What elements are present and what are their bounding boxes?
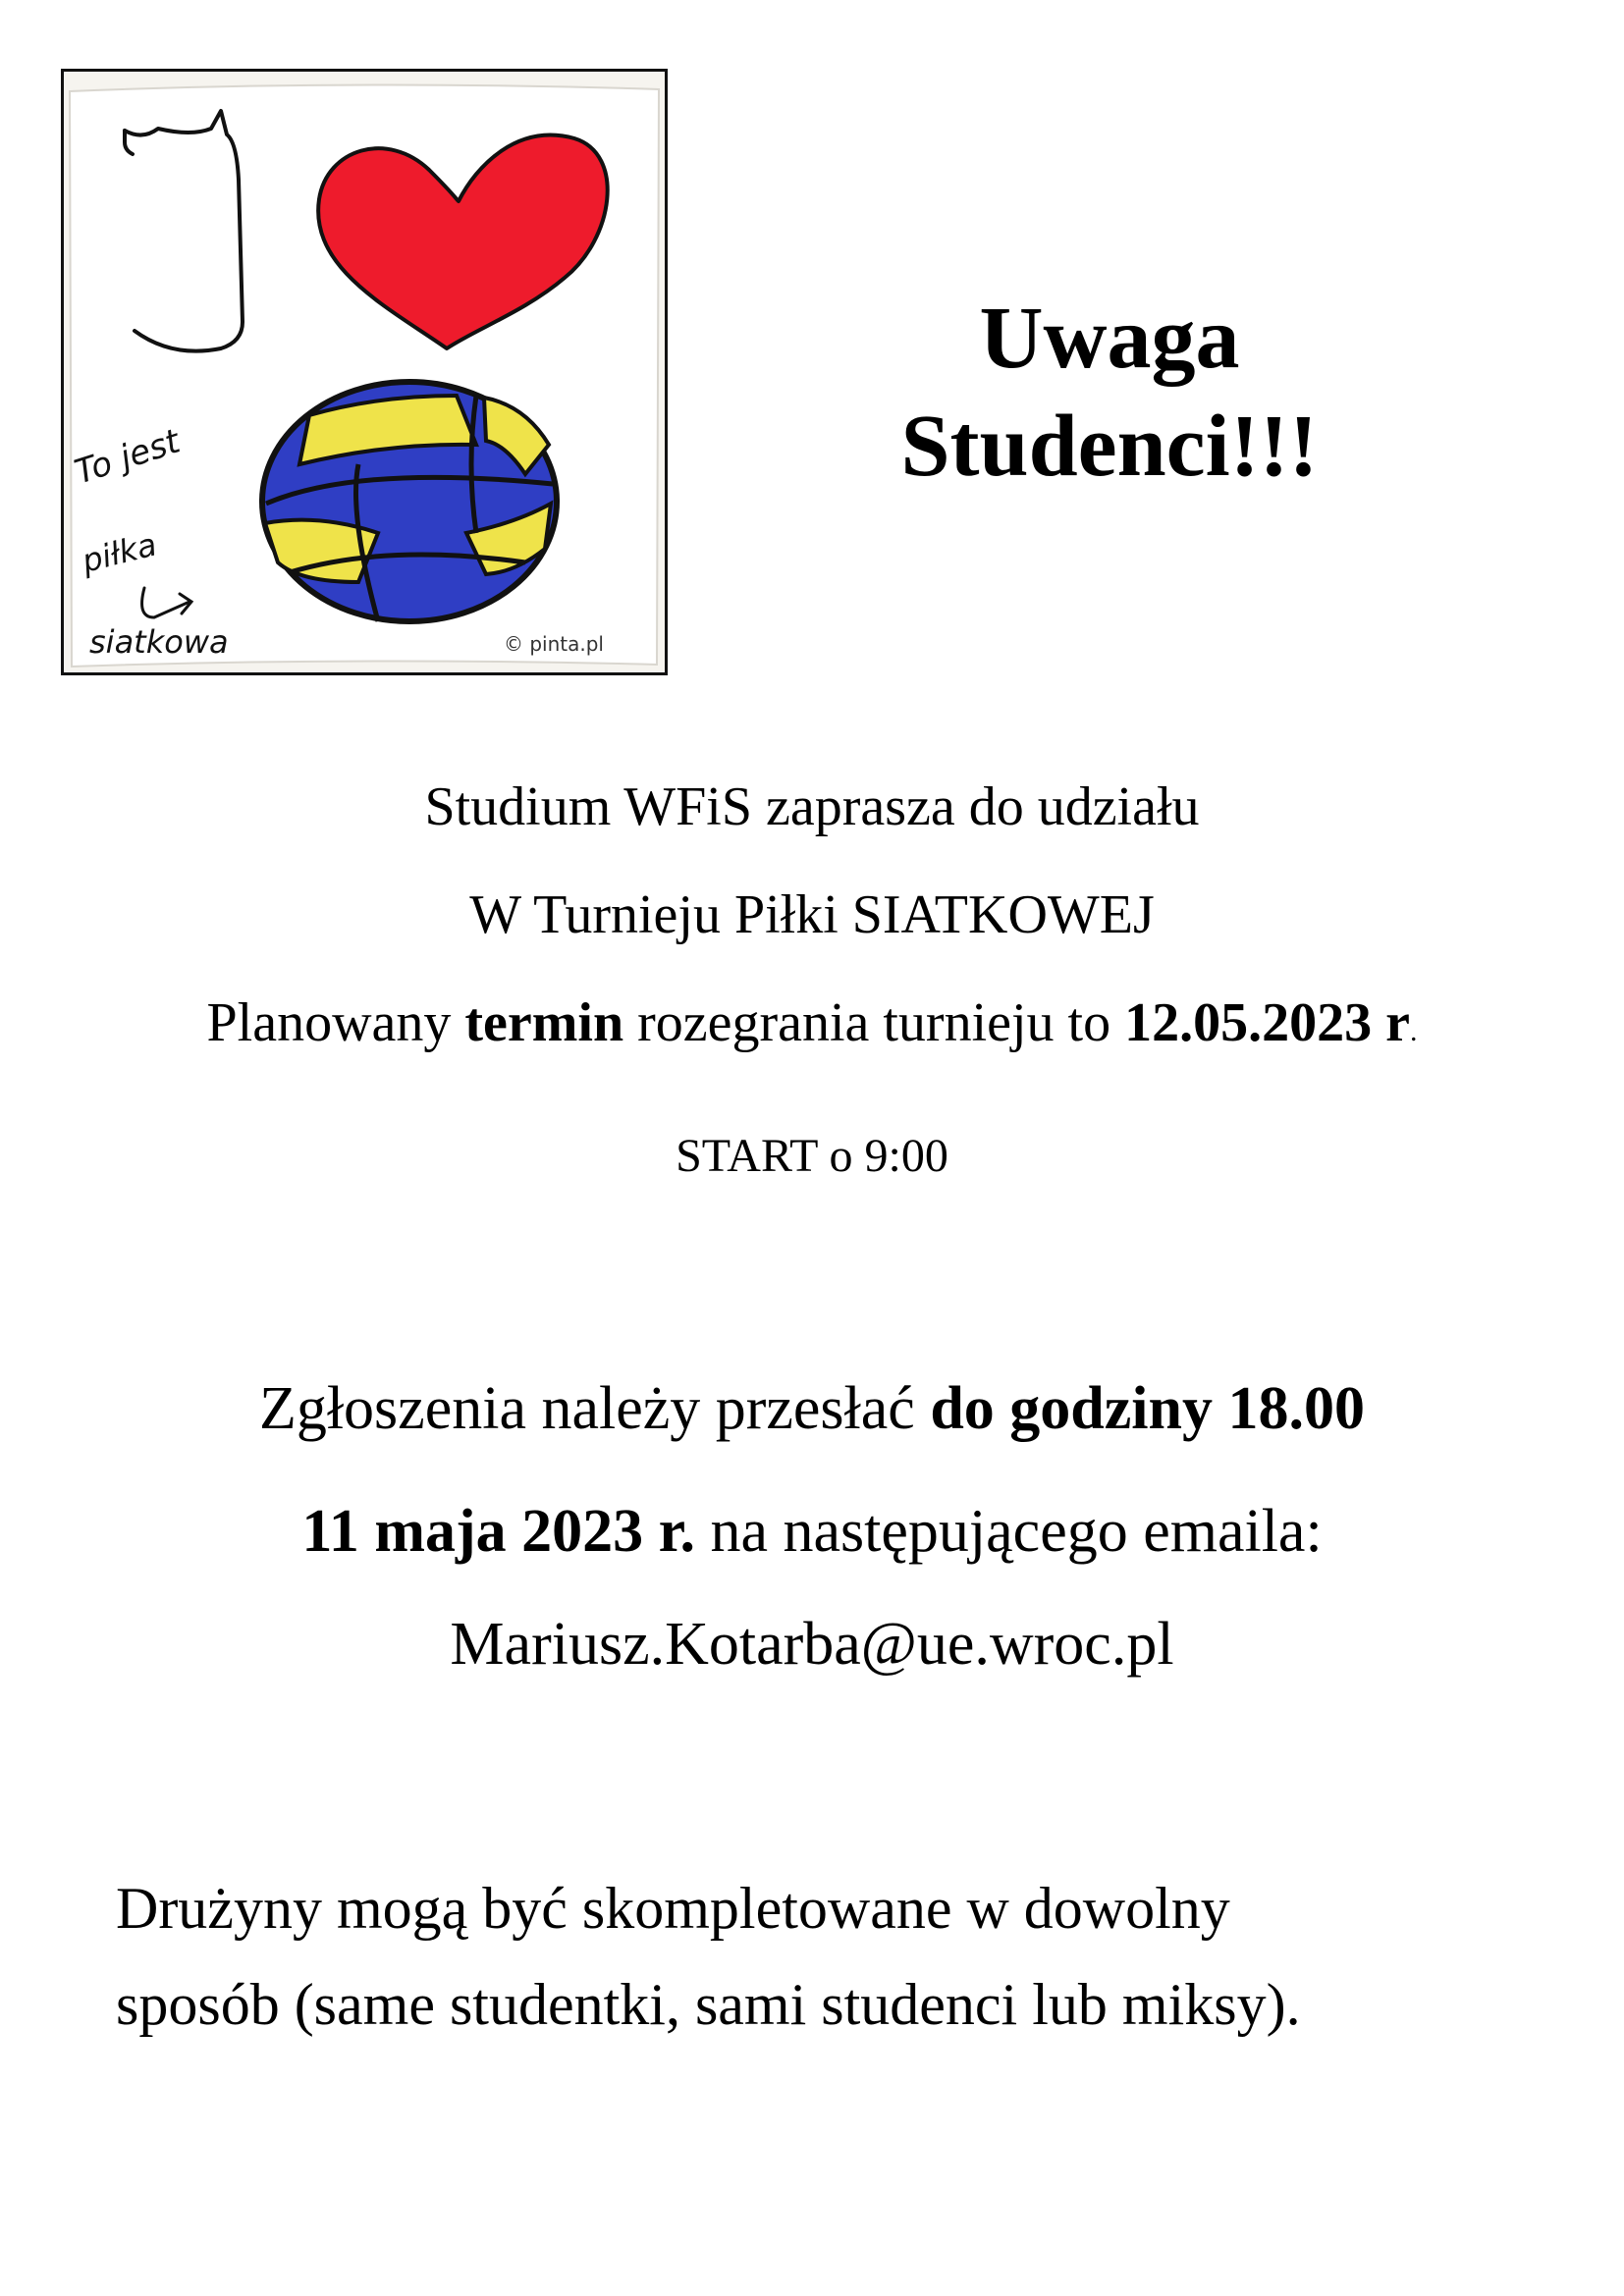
headline-line-1: Uwaga bbox=[979, 290, 1240, 387]
invite-line-3-suffix: . bbox=[1409, 1015, 1418, 1047]
headline-line-2: Studenci!!! bbox=[900, 398, 1319, 495]
registration-deadline-time: do godziny 18.00 bbox=[930, 1375, 1366, 1442]
registration-line-1 bbox=[0, 1374, 1624, 1444]
invite-line-3-prefix: Planowany bbox=[206, 992, 465, 1053]
registration-deadline-date: 11 maja 2023 r. bbox=[301, 1498, 696, 1565]
registration-line-2-suffix: na następującego emaila: bbox=[695, 1498, 1323, 1565]
invite-line-1: Studium WFiS zaprasza do udziału bbox=[424, 776, 1200, 837]
volleyball-icon bbox=[262, 382, 557, 621]
watermark: © pinta.pl bbox=[504, 632, 604, 656]
caption-line-3: siatkowa bbox=[89, 623, 229, 661]
caption-line-1: To jest bbox=[70, 421, 186, 493]
registration-email: Mariusz.Kotarba@ue.wroc.pl bbox=[450, 1611, 1174, 1678]
headline bbox=[766, 285, 1453, 501]
invite-line-2: W Turnieju Piłki SIATKOWEJ bbox=[469, 884, 1155, 945]
start-time: START o 9:00 bbox=[676, 1130, 948, 1182]
invite-date: 12.05.2023 r bbox=[1124, 992, 1410, 1053]
invite-line-3 bbox=[0, 991, 1624, 1054]
invite-line-3-mid: rozegrania turnieju to bbox=[623, 992, 1125, 1053]
volleyball-illustration bbox=[61, 69, 668, 675]
teams-note-line-2: sposób (same studentki, sami studenci lub miksy). bbox=[116, 1972, 1301, 2037]
caption-line-2: piłka bbox=[78, 525, 161, 580]
registration-line-2 bbox=[0, 1497, 1624, 1567]
teams-note bbox=[116, 1860, 1510, 2053]
cat-heart-volleyball-icon bbox=[64, 72, 665, 672]
registration-line-1-prefix: Zgłoszenia należy przesłać bbox=[258, 1375, 931, 1442]
invite-term: termin bbox=[464, 992, 624, 1053]
teams-note-line-1: Drużyny mogą być skompletowane w dowolny bbox=[116, 1876, 1230, 1941]
